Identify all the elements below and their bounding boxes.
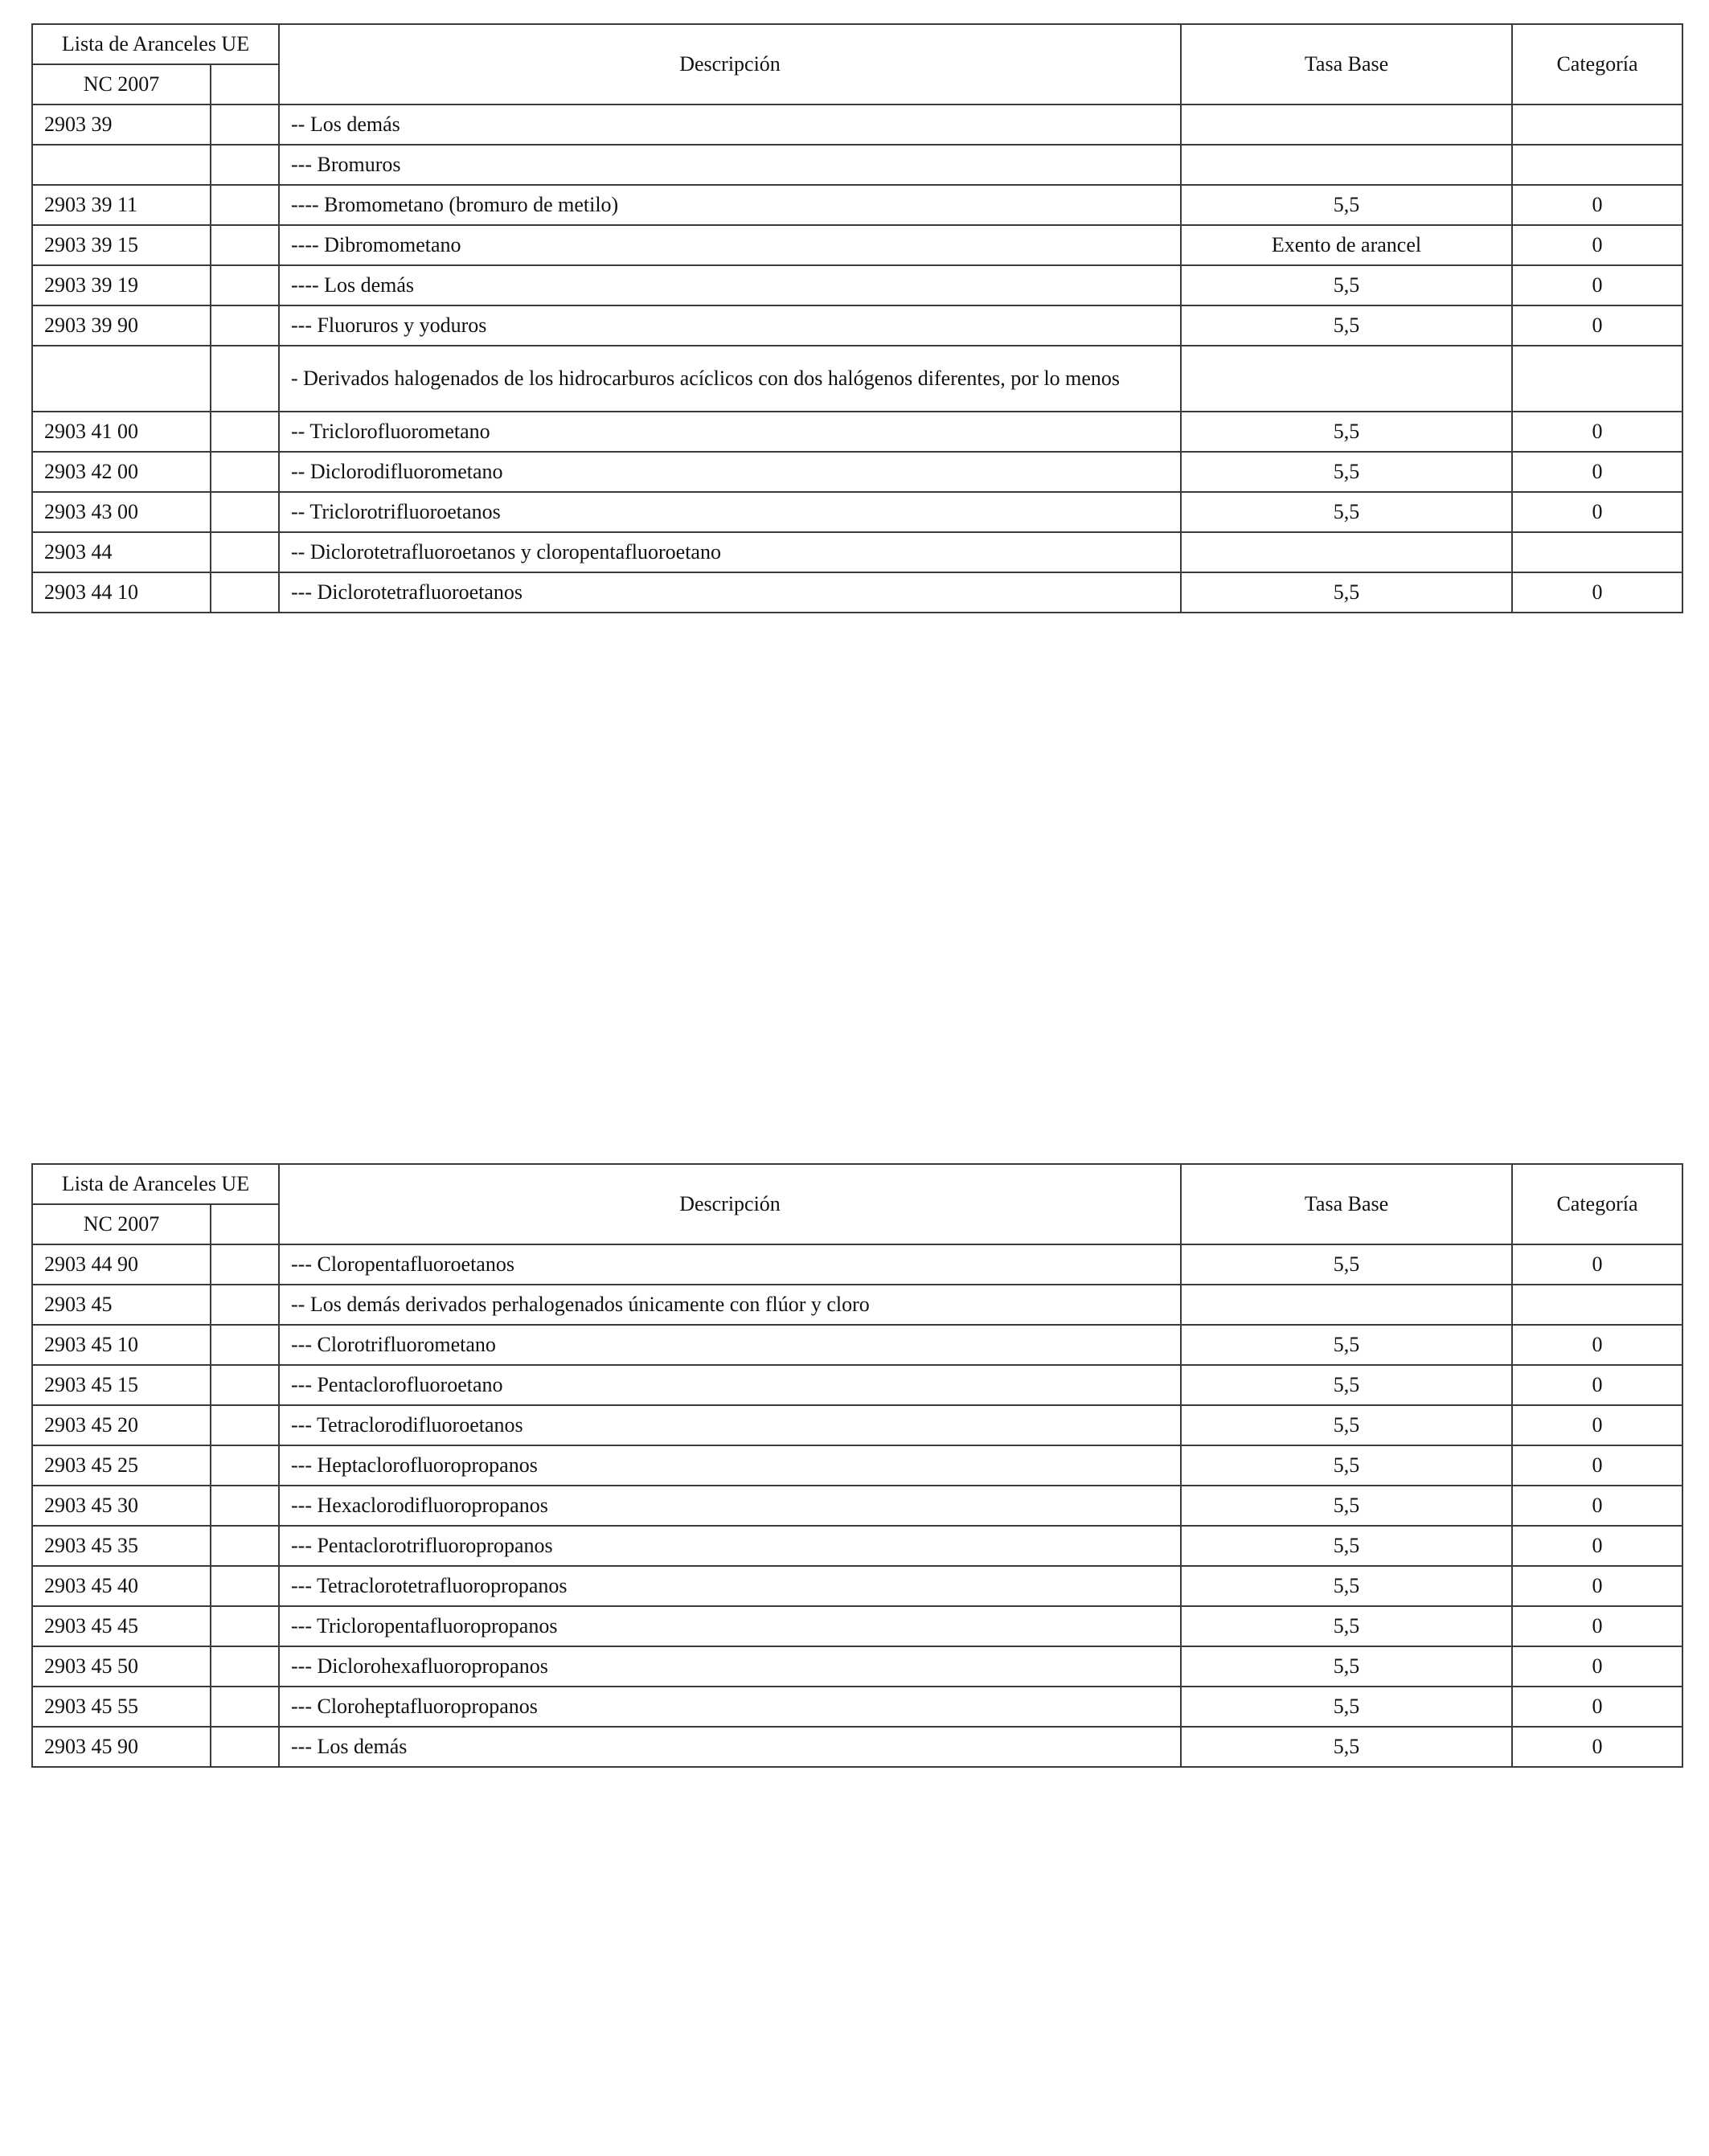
category-cell: 0: [1512, 1486, 1682, 1526]
category-cell: 0: [1512, 1646, 1682, 1687]
nc-code-cell: 2903 39 11: [32, 185, 211, 225]
base-rate-cell: 5,5: [1181, 452, 1512, 492]
nc-code-cell: 2903 44: [32, 532, 211, 572]
description-cell: - Derivados halogenados de los hidrocarburos acíclicos con dos halógenos diferentes, por lo menos: [279, 346, 1181, 412]
description-cell: --- Clorotrifluorometano: [279, 1325, 1181, 1365]
nc-code-cell: 2903 39 19: [32, 265, 211, 305]
table-row: [32, 1405, 1682, 1445]
table-row: [32, 145, 1682, 185]
header-row-1: [32, 24, 1682, 64]
category-cell: 0: [1512, 1445, 1682, 1486]
description-cell: --- Hexaclorodifluoropropanos: [279, 1486, 1181, 1526]
description-cell: --- Bromuros: [279, 145, 1181, 185]
base-rate-cell: [1181, 346, 1512, 412]
empty-subcode-cell: [211, 1405, 279, 1445]
table-row: [32, 1486, 1682, 1526]
nc-code-cell: 2903 42 00: [32, 452, 211, 492]
category-cell: 0: [1512, 305, 1682, 346]
base-rate-cell: 5,5: [1181, 1486, 1512, 1526]
base-rate-cell: 5,5: [1181, 492, 1512, 532]
base-rate-cell: 5,5: [1181, 1727, 1512, 1767]
empty-subcode-cell: [211, 1486, 279, 1526]
nc-code-cell: 2903 39: [32, 105, 211, 145]
description-cell: -- Los demás derivados perhalogenados únicamente con flúor y cloro: [279, 1285, 1181, 1325]
table-row: [32, 346, 1682, 412]
empty-subcode-cell: [211, 1606, 279, 1646]
table-row: [32, 1646, 1682, 1687]
category-cell: 0: [1512, 1566, 1682, 1606]
tariff-table-top: [31, 23, 1683, 613]
description-cell: --- Fluoruros y yoduros: [279, 305, 1181, 346]
category-header: Categoría: [1512, 24, 1682, 105]
table-row: [32, 1687, 1682, 1727]
nc-code-cell: 2903 45: [32, 1285, 211, 1325]
nc-code-cell: 2903 41 00: [32, 412, 211, 452]
nc-code-cell: 2903 45 55: [32, 1687, 211, 1727]
table-row: [32, 1727, 1682, 1767]
category-cell: 0: [1512, 412, 1682, 452]
base-rate-cell: 5,5: [1181, 1566, 1512, 1606]
nc-code-cell: 2903 45 40: [32, 1566, 211, 1606]
description-cell: ---- Bromometano (bromuro de metilo): [279, 185, 1181, 225]
category-cell: 0: [1512, 185, 1682, 225]
empty-subcode-cell: [211, 1285, 279, 1325]
base-rate-cell: 5,5: [1181, 1526, 1512, 1566]
category-cell: [1512, 346, 1682, 412]
description-cell: --- Pentaclorofluoroetano: [279, 1365, 1181, 1405]
category-cell: 0: [1512, 1606, 1682, 1646]
nc-code-cell: 2903 45 50: [32, 1646, 211, 1687]
table-row: [32, 225, 1682, 265]
description-cell: -- Triclorotrifluoroetanos: [279, 492, 1181, 532]
empty-subcode-cell: [211, 305, 279, 346]
table-row: [32, 572, 1682, 613]
base-rate-cell: 5,5: [1181, 572, 1512, 613]
empty-subcode-cell: [211, 1566, 279, 1606]
base-rate-cell: 5,5: [1181, 1325, 1512, 1365]
description-cell: --- Cloroheptafluoropropanos: [279, 1687, 1181, 1727]
base-rate-cell: 5,5: [1181, 1445, 1512, 1486]
empty-subcode-cell: [211, 412, 279, 452]
header-row-1: [32, 1164, 1682, 1204]
description-cell: -- Diclorodifluorometano: [279, 452, 1181, 492]
base-rate-cell: [1181, 105, 1512, 145]
base-rate-cell: [1181, 1285, 1512, 1325]
empty-header-cell: [211, 1204, 279, 1244]
empty-subcode-cell: [211, 1526, 279, 1566]
category-cell: 0: [1512, 1365, 1682, 1405]
base-rate-cell: 5,5: [1181, 305, 1512, 346]
base-rate-cell: 5,5: [1181, 185, 1512, 225]
description-cell: --- Diclorohexafluoropropanos: [279, 1646, 1181, 1687]
category-header: Categoría: [1512, 1164, 1682, 1244]
description-cell: --- Tetraclorodifluoroetanos: [279, 1405, 1181, 1445]
nc-header: NC 2007: [32, 64, 211, 105]
nc-code-cell: 2903 45 10: [32, 1325, 211, 1365]
table-row: [32, 412, 1682, 452]
nc-code-cell: 2903 45 15: [32, 1365, 211, 1405]
description-cell: -- Triclorofluorometano: [279, 412, 1181, 452]
description-cell: --- Diclorotetrafluoroetanos: [279, 572, 1181, 613]
base-rate-cell: [1181, 145, 1512, 185]
nc-code-cell: 2903 39 15: [32, 225, 211, 265]
nc-code-cell: 2903 44 90: [32, 1244, 211, 1285]
table-row: [32, 1285, 1682, 1325]
category-cell: 0: [1512, 492, 1682, 532]
category-cell: 0: [1512, 1244, 1682, 1285]
description-cell: --- Heptaclorofluoropropanos: [279, 1445, 1181, 1486]
table-row: [32, 1325, 1682, 1365]
table-row: [32, 105, 1682, 145]
list-header: Lista de Aranceles UE: [32, 24, 279, 64]
table-row: [32, 185, 1682, 225]
nc-code-cell: 2903 45 30: [32, 1486, 211, 1526]
table-row: [32, 305, 1682, 346]
base-rate-cell: 5,5: [1181, 1687, 1512, 1727]
table-body: [32, 1244, 1682, 1767]
table-row: [32, 532, 1682, 572]
base-rate-cell: 5,5: [1181, 265, 1512, 305]
table-row: [32, 265, 1682, 305]
table-row: [32, 1526, 1682, 1566]
nc-code-cell: 2903 44 10: [32, 572, 211, 613]
nc-code-cell: 2903 45 45: [32, 1606, 211, 1646]
table-body: [32, 105, 1682, 613]
base-rate-cell: 5,5: [1181, 1244, 1512, 1285]
nc-code-cell: 2903 45 20: [32, 1405, 211, 1445]
empty-subcode-cell: [211, 265, 279, 305]
description-header: Descripción: [279, 1164, 1181, 1244]
category-cell: 0: [1512, 225, 1682, 265]
table-row: [32, 492, 1682, 532]
base-rate-cell: 5,5: [1181, 1405, 1512, 1445]
empty-subcode-cell: [211, 1445, 279, 1486]
empty-header-cell: [211, 64, 279, 105]
nc-code-cell: 2903 45 35: [32, 1526, 211, 1566]
description-cell: --- Tricloropentafluoropropanos: [279, 1606, 1181, 1646]
category-cell: 0: [1512, 1325, 1682, 1365]
category-cell: [1512, 105, 1682, 145]
base-rate-cell: 5,5: [1181, 1365, 1512, 1405]
nc-code-cell: [32, 346, 211, 412]
empty-subcode-cell: [211, 346, 279, 412]
base-rate-cell: 5,5: [1181, 412, 1512, 452]
category-cell: 0: [1512, 1687, 1682, 1727]
empty-subcode-cell: [211, 492, 279, 532]
nc-code-cell: 2903 45 90: [32, 1727, 211, 1767]
category-cell: [1512, 1285, 1682, 1325]
table-row: [32, 1566, 1682, 1606]
category-cell: [1512, 532, 1682, 572]
empty-subcode-cell: [211, 1325, 279, 1365]
category-cell: 0: [1512, 572, 1682, 613]
empty-subcode-cell: [211, 1687, 279, 1727]
description-cell: --- Los demás: [279, 1727, 1181, 1767]
description-cell: -- Los demás: [279, 105, 1181, 145]
empty-subcode-cell: [211, 185, 279, 225]
tariff-table-bottom: [31, 1163, 1683, 1768]
empty-subcode-cell: [211, 1365, 279, 1405]
category-cell: 0: [1512, 452, 1682, 492]
description-cell: ---- Los demás: [279, 265, 1181, 305]
description-cell: --- Cloropentafluoroetanos: [279, 1244, 1181, 1285]
base-rate-header: Tasa Base: [1181, 24, 1512, 105]
nc-code-cell: 2903 45 25: [32, 1445, 211, 1486]
base-rate-cell: [1181, 532, 1512, 572]
empty-subcode-cell: [211, 572, 279, 613]
category-cell: 0: [1512, 265, 1682, 305]
empty-subcode-cell: [211, 452, 279, 492]
base-rate-cell: Exento de arancel: [1181, 225, 1512, 265]
base-rate-cell: 5,5: [1181, 1606, 1512, 1646]
description-cell: ---- Dibromometano: [279, 225, 1181, 265]
nc-code-cell: 2903 39 90: [32, 305, 211, 346]
table-row: [32, 1244, 1682, 1285]
base-rate-cell: 5,5: [1181, 1646, 1512, 1687]
table-row: [32, 1606, 1682, 1646]
category-cell: 0: [1512, 1405, 1682, 1445]
nc-code-cell: [32, 145, 211, 185]
category-cell: [1512, 145, 1682, 185]
table-row: [32, 1365, 1682, 1405]
table-row: [32, 1445, 1682, 1486]
nc-code-cell: 2903 43 00: [32, 492, 211, 532]
table-row: [32, 452, 1682, 492]
category-cell: 0: [1512, 1526, 1682, 1566]
nc-header: NC 2007: [32, 1204, 211, 1244]
list-header: Lista de Aranceles UE: [32, 1164, 279, 1204]
empty-subcode-cell: [211, 225, 279, 265]
empty-subcode-cell: [211, 105, 279, 145]
description-cell: --- Tetraclorotetrafluoropropanos: [279, 1566, 1181, 1606]
empty-subcode-cell: [211, 1244, 279, 1285]
empty-subcode-cell: [211, 1646, 279, 1687]
empty-subcode-cell: [211, 532, 279, 572]
description-cell: -- Diclorotetrafluoroetanos y cloropentafluoroetano: [279, 532, 1181, 572]
base-rate-header: Tasa Base: [1181, 1164, 1512, 1244]
empty-subcode-cell: [211, 1727, 279, 1767]
description-header: Descripción: [279, 24, 1181, 105]
category-cell: 0: [1512, 1727, 1682, 1767]
empty-subcode-cell: [211, 145, 279, 185]
description-cell: --- Pentaclorotrifluoropropanos: [279, 1526, 1181, 1566]
